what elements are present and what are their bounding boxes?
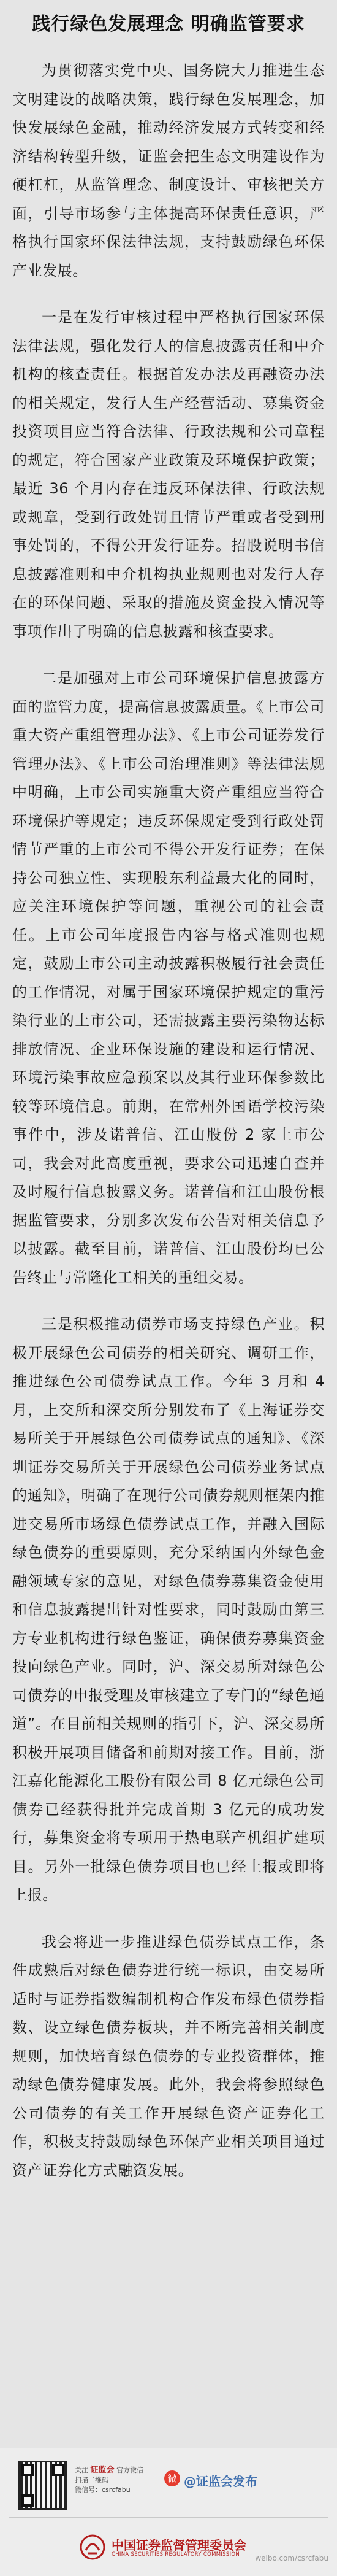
logo-english-name: CHINA SECURITIES REGULATORY COMMISSION: [112, 2551, 240, 2558]
paragraph-green-bonds: 三是积极推动债券市场支持绿色产业。积极开展绿色公司债券的相关研究、调研工作，推进绿色公司债券试点工作。今年 3 月和 4 月，上交所和深交所分别发布了《上海证券交易所关于开展绿色公司债券试点的通知》、《深圳证券交易所关于开展绿色公司债券业务试点的通知》，明确了在现行公司债券规则框架内推进交易所市场绿色债券试点工作，并融入国际绿色债券的重要原则，充分采纳国内外绿色金融领域专家的意见，对绿色债券募集资金使用和信息披露提出针对性要求，同时鼓励由第三方专业机构进行绿色鉴证，确保债券募集资金投向绿色产业。同时，沪、深交易所对绿色公司债券的申报受理及审核建立了专门的“绿色通道”。在目前相关规则的指引下，沪、深交易所积极开展项目储备和前期对接工作。目前，浙江嘉化能源化工股份有限公司 8 亿元绿色公司债券已经获得批并完成首期 3 亿元的成功发行，募集资金将专项用于热电联产机组扩建项目。另外一批绿色债券项目也已经上报或即将上报。: [12, 1316, 325, 1903]
qr-caption: 关注 证监会 官方微信 扫描二维码 微信号：csrcfabu: [75, 2466, 144, 2494]
weibo-watermark: weibo.com/csrcfabu: [255, 2554, 328, 2563]
csrc-logo: [80, 2534, 263, 2563]
csrc-emblem-icon: [80, 2534, 105, 2560]
weibo-icon: 微: [164, 2470, 180, 2486]
paragraph-outlook: 我会将进一步推进绿色债券试点工作，条件成熟后对绿色债券进行统一标识，由交易所适时与证券指数编制机构合作发布绿色债券指数、设立绿色债券板块，并不断完善相关制度规则，加快培育绿色债券的专业投资群体，推动绿色债券健康发展。此外，我会将参照绿色公司债券的有关工作开展绿色资产证券化工作，积极支持鼓励绿色环保产业相关项目通过资产证券化方式融资发展。: [12, 1933, 325, 2179]
qr-code-icon[interactable]: [18, 2461, 67, 2510]
paragraph-intro: 为贯彻落实党中央、国务院大力推进生态文明建设的战略决策，践行绿色发展理念，加快发展绿色金融，推动经济发展方式转变和经济结构转型升级，证监会把生态文明建设作为硬杠杠，从监管理念、制度设计、审核把关方面，引导市场参与主体提高环保责任意识，严格执行国家环保法律法规，支持鼓励绿色环保产业发展。: [12, 62, 325, 279]
paragraph-disclosure: 二是加强对上市公司环境保护信息披露方面的监管力度，提高信息披露质量。《上市公司重大资产重组管理办法》、《上市公司证券发行管理办法》、《上市公司治理准则》等法律法规中明确，上市公司实施重大资产重组应当符合环境保护等规定；违反环保规定受到行政处罚情节严重的上市公司不得公开发行证券；在保持公司独立性、实现股东利益最大化的同时，应关注环境保护等问题，重视公司的社会责任。上市公司年度报告内容与格式准则也规定，鼓励上市公司主动披露积极履行社会责任的工作情况，对属于国家环境保护规定的重污染行业的上市公司，还需披露主要污染物达标排放情况、企业环保设施的建设和运行情况、环境污染事故应急预案以及其行业环保参数比较等环境信息。前期，在常州外国语学校污染事件中，涉及诺普信、江山股份 2 家上市公司，我会对此高度重视，要求公司迅速自查并及时履行信息披露义务。诺普信和江山股份根据监管要求，分别多次发布公告对相关信息予以披露。截至目前，诺普信、江山股份均已公告终止与常隆化工相关的重组交易。: [12, 669, 325, 1286]
page-title: 践行绿色发展理念 明确监管要求: [32, 13, 305, 35]
paragraph-ipo-review: 一是在发行审核过程中严格执行国家环保法律法规，强化发行人的信息披露责任和中介机构的核查责任。根据首发办法及再融资办法的相关规定，发行人生产经营活动、募集资金投资项目应当符合法律、行政法规和公司章程的规定，符合国家产业政策及环境保护政策；最近 36 个月内存在违反环保法律、行政法规或规章，受到行政处罚且情节严重或者受到刑事处罚的，不得公开发行证券。招股说明书信息披露准则和中介机构执业规则也对发行人存在的环保问题、采取的措施及资金投入情况等事项作出了明确的信息披露和核查要求。: [12, 309, 325, 640]
article-body: [12, 56, 325, 2203]
footer-divider: [9, 2517, 328, 2518]
weibo-handle[interactable]: @证监会发布: [184, 2474, 257, 2489]
footer: [0, 2448, 337, 2576]
logo-chinese-name: 中国证券监督管理委员会: [112, 2538, 246, 2553]
